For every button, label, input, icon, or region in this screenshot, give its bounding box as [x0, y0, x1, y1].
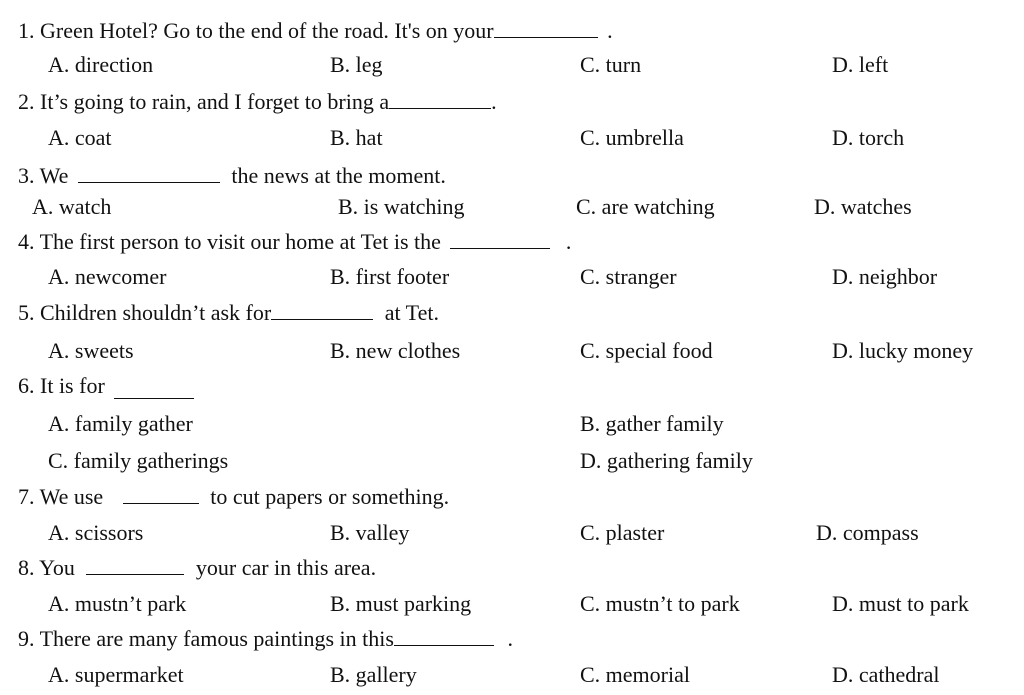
question-8-stem: 8. You: [18, 555, 75, 580]
question-6: [18, 373, 194, 399]
question-4-option-d: D. neighbor: [832, 264, 938, 289]
question-1-option-b: B. leg: [330, 52, 383, 77]
question-9-stem: 9. There are many famous paintings in this: [18, 626, 394, 651]
question-4: [18, 229, 571, 255]
question-5-option-c: C. special food: [580, 338, 713, 363]
question-8-option-b: B. must parking: [330, 591, 472, 616]
cropped-text-fragment: [20, 0, 140, 2]
question-4-option-a: A. newcomer: [48, 264, 167, 289]
question-9-option-b: B. gallery: [330, 662, 417, 687]
question-7: [18, 484, 449, 510]
question-8-option-c: C. mustn’t to park: [580, 591, 740, 616]
question-9-stem-end: .: [507, 626, 513, 651]
question-9: [18, 626, 513, 652]
question-6-option-b: B. gather family: [580, 411, 724, 436]
answer-blank: [114, 380, 194, 399]
question-2-option-a: A. coat: [48, 125, 112, 150]
question-7-stem: 7. We use: [18, 484, 104, 509]
answer-blank: [494, 19, 598, 38]
answer-blank: [271, 301, 373, 320]
question-4-option-b: B. first footer: [330, 264, 450, 289]
question-2-option-d: D. torch: [832, 125, 905, 150]
question-1-stem-end: .: [607, 18, 613, 43]
question-1-stem: 1. Green Hotel? Go to the end of the road. It's on your: [18, 18, 494, 43]
question-5-stem-end: at Tet.: [384, 300, 439, 325]
question-3-option-c: C. are watching: [576, 194, 715, 219]
question-5-option-b: B. new clothes: [330, 338, 461, 363]
answer-blank: [78, 164, 220, 183]
question-2-option-b: B. hat: [330, 125, 383, 150]
question-3: [18, 163, 446, 189]
question-3-option-b: B. is watching: [338, 194, 465, 219]
question-3-option-d: D. watches: [814, 194, 912, 219]
question-6-stem: 6. It is for: [18, 373, 105, 398]
question-7-option-b: B. valley: [330, 520, 410, 545]
question-6-option-c: C. family gatherings: [48, 448, 229, 473]
question-1-option-d: D. left: [832, 52, 889, 77]
question-8: [18, 555, 376, 581]
question-5-stem: 5. Children shouldn’t ask for: [18, 300, 272, 325]
answer-blank: [123, 485, 199, 504]
question-6-option-d: D. gathering family: [580, 448, 753, 473]
question-7-option-d: D. compass: [816, 520, 919, 545]
question-8-option-d: D. must to park: [832, 591, 969, 616]
question-4-stem-end: .: [565, 229, 572, 254]
question-5-option-d: D. lucky money: [832, 338, 974, 363]
question-1-option-c: C. turn: [580, 52, 642, 77]
answer-blank: [86, 556, 184, 575]
question-8-stem-end: your car in this area.: [195, 555, 377, 580]
question-3-stem-end: the news at the moment.: [231, 163, 446, 188]
question-9-option-d: D. cathedral: [832, 662, 940, 687]
question-2-stem-end: .: [491, 89, 497, 114]
question-5-option-a: A. sweets: [48, 338, 134, 363]
question-9-option-c: C. memorial: [580, 662, 690, 687]
answer-blank: [389, 90, 491, 109]
question-7-option-c: C. plaster: [580, 520, 665, 545]
answer-blank: [450, 230, 550, 249]
question-1: [18, 18, 613, 44]
question-7-option-a: A. scissors: [48, 520, 144, 545]
question-5: [18, 300, 439, 326]
answer-blank: [394, 627, 494, 646]
question-4-stem: 4. The first person to visit our home at Tet is the: [18, 229, 441, 254]
question-3-option-a: A. watch: [32, 194, 112, 219]
question-2-stem: 2. It’s going to rain, and I forget to bring a: [18, 89, 390, 114]
question-6-option-a: A. family gather: [48, 411, 193, 436]
question-3-stem: 3. We: [18, 163, 69, 188]
question-2-option-c: C. umbrella: [580, 125, 684, 150]
question-2: [18, 89, 497, 115]
question-4-option-c: C. stranger: [580, 264, 677, 289]
question-7-stem-end: to cut papers or something.: [210, 484, 450, 509]
question-9-option-a: A. supermarket: [48, 662, 184, 687]
question-8-option-a: A. mustn’t park: [48, 591, 187, 616]
question-1-option-a: A. direction: [48, 52, 154, 77]
